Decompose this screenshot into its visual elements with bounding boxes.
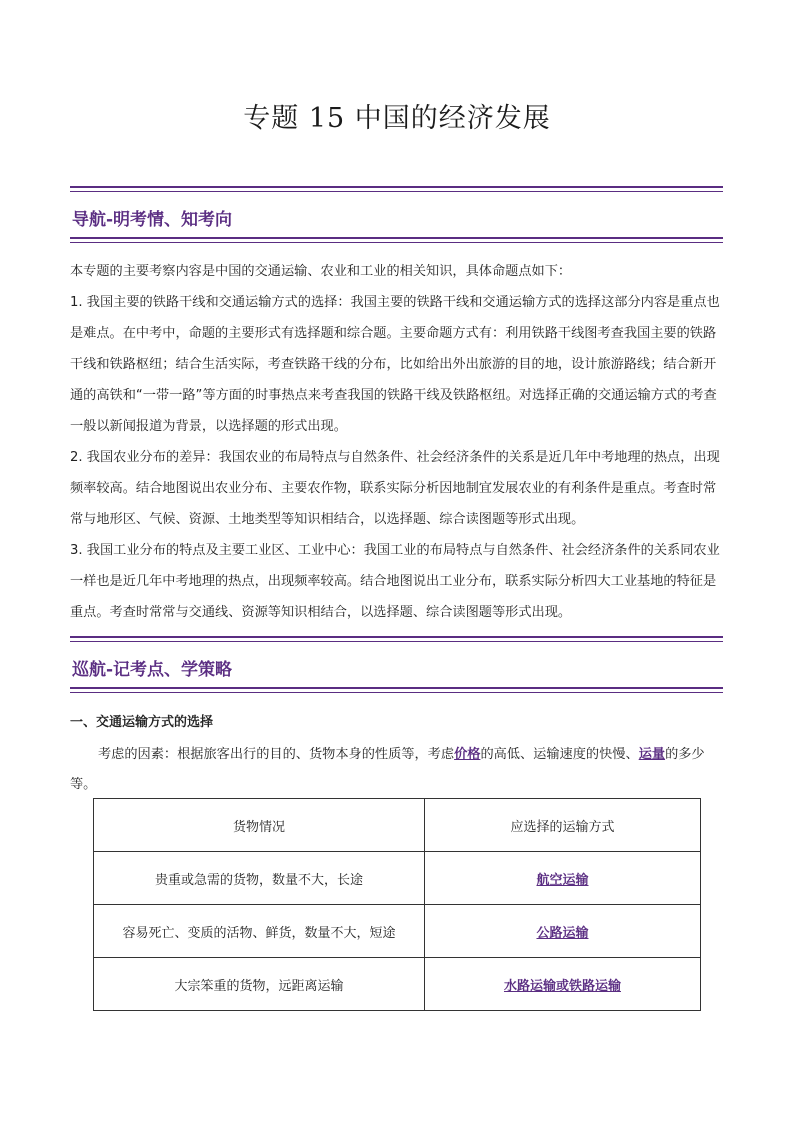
cargo-cell: 大宗笨重的货物，远距离运输 [94, 958, 425, 1011]
table-header-row [94, 799, 701, 852]
transport-choice-table [93, 798, 701, 1011]
table-row [94, 958, 701, 1011]
top-rule [70, 636, 723, 638]
point-3-text: 3. 我国工业分布的特点及主要工业区、工业中心：我国工业的布局特点与自然条件、社会经济条件的关系同农业一样也是近几年中考地理的热点，出现频率较高。结合地图说出工业分布，联系实际分析四大工业基地的特征是重点。考查时常常与交通线、资源等知识相结合，以选择题、综合读图题等形式出现。 [70, 543, 720, 620]
section1-body [70, 256, 725, 628]
factor-paragraph [70, 740, 725, 800]
document-title: 专题 15 中国的经济发展 [243, 103, 551, 134]
table-header-cell: 货物情况 [94, 799, 425, 852]
factor-text-mid: 的高低、运输速度的快慢、 [480, 747, 639, 762]
bottom-rule [70, 687, 723, 689]
top-rule [70, 186, 723, 188]
section1-heading: 导航-明考情、知考向 [72, 210, 233, 230]
table-row [94, 905, 701, 958]
top-rule-thin [70, 641, 723, 642]
factor-text-pre: 考虑的因素：根据旅客出行的目的、货物本身的性质等，考虑 [98, 747, 455, 762]
table-header-cell: 应选择的运输方式 [425, 799, 701, 852]
point-2-text: 2. 我国农业分布的差异：我国农业的布局特点与自然条件、社会经济条件的关系是近几年中考地理的热点，出现频率较高。结合地图说出农业分布、主要农作物，联系实际分析因地制宜发展农业的有利条件是重点。考查时常常与地形区、气候、资源、土地类型等知识相结合，以选择题、综合读图题等形式出现。 [70, 450, 720, 527]
cargo-cell: 贵重或急需的货物，数量不大，长途 [94, 852, 425, 905]
table-row [94, 852, 701, 905]
top-rule-thin [70, 191, 723, 192]
intro-text: 本专题的主要考察内容是中国的交通运输、农业和工业的相关知识，具体命题点如下： [70, 264, 572, 279]
section1-header-band [70, 186, 723, 244]
keyword-volume: 运量 [638, 747, 666, 762]
bottom-rule [70, 237, 723, 239]
bottom-rule-thin [70, 242, 723, 243]
subsection-heading: 一、交通运输方式的选择 [70, 715, 214, 730]
transport-answer-cell: 航空运输 [425, 852, 701, 905]
transport-answer-cell: 水路运输或铁路运输 [425, 958, 701, 1011]
point-1-text: 1. 我国主要的铁路干线和交通运输方式的选择：我国主要的铁路干线和交通运输方式的选择这部分内容是重点也是难点。在中考中，命题的主要形式有选择题和综合题。主要命题方式有：利用铁路干线图考查我国主要的铁路干线和铁路枢纽；结合生活实际，考查铁路干线的分布，比如给出外出旅游的目的地，设计旅游路线；结合新开通的高铁和“一带一路”等方面的时事热点来考查我国的铁路干线及铁路枢纽。对选择正确的交通运输方式的考查一般以新闻报道为背景，以选择题的形式出现。 [70, 295, 720, 434]
transport-answer-cell: 公路运输 [425, 905, 701, 958]
factor-text-post: 的多少等。 [70, 747, 705, 792]
keyword-price: 价格 [454, 747, 481, 762]
cargo-cell: 容易死亡、变质的活物、鲜货，数量不大，短途 [94, 905, 425, 958]
bottom-rule-thin [70, 692, 723, 693]
section2-header-band [70, 636, 723, 694]
section2-heading: 巡航-记考点、学策略 [72, 660, 233, 680]
